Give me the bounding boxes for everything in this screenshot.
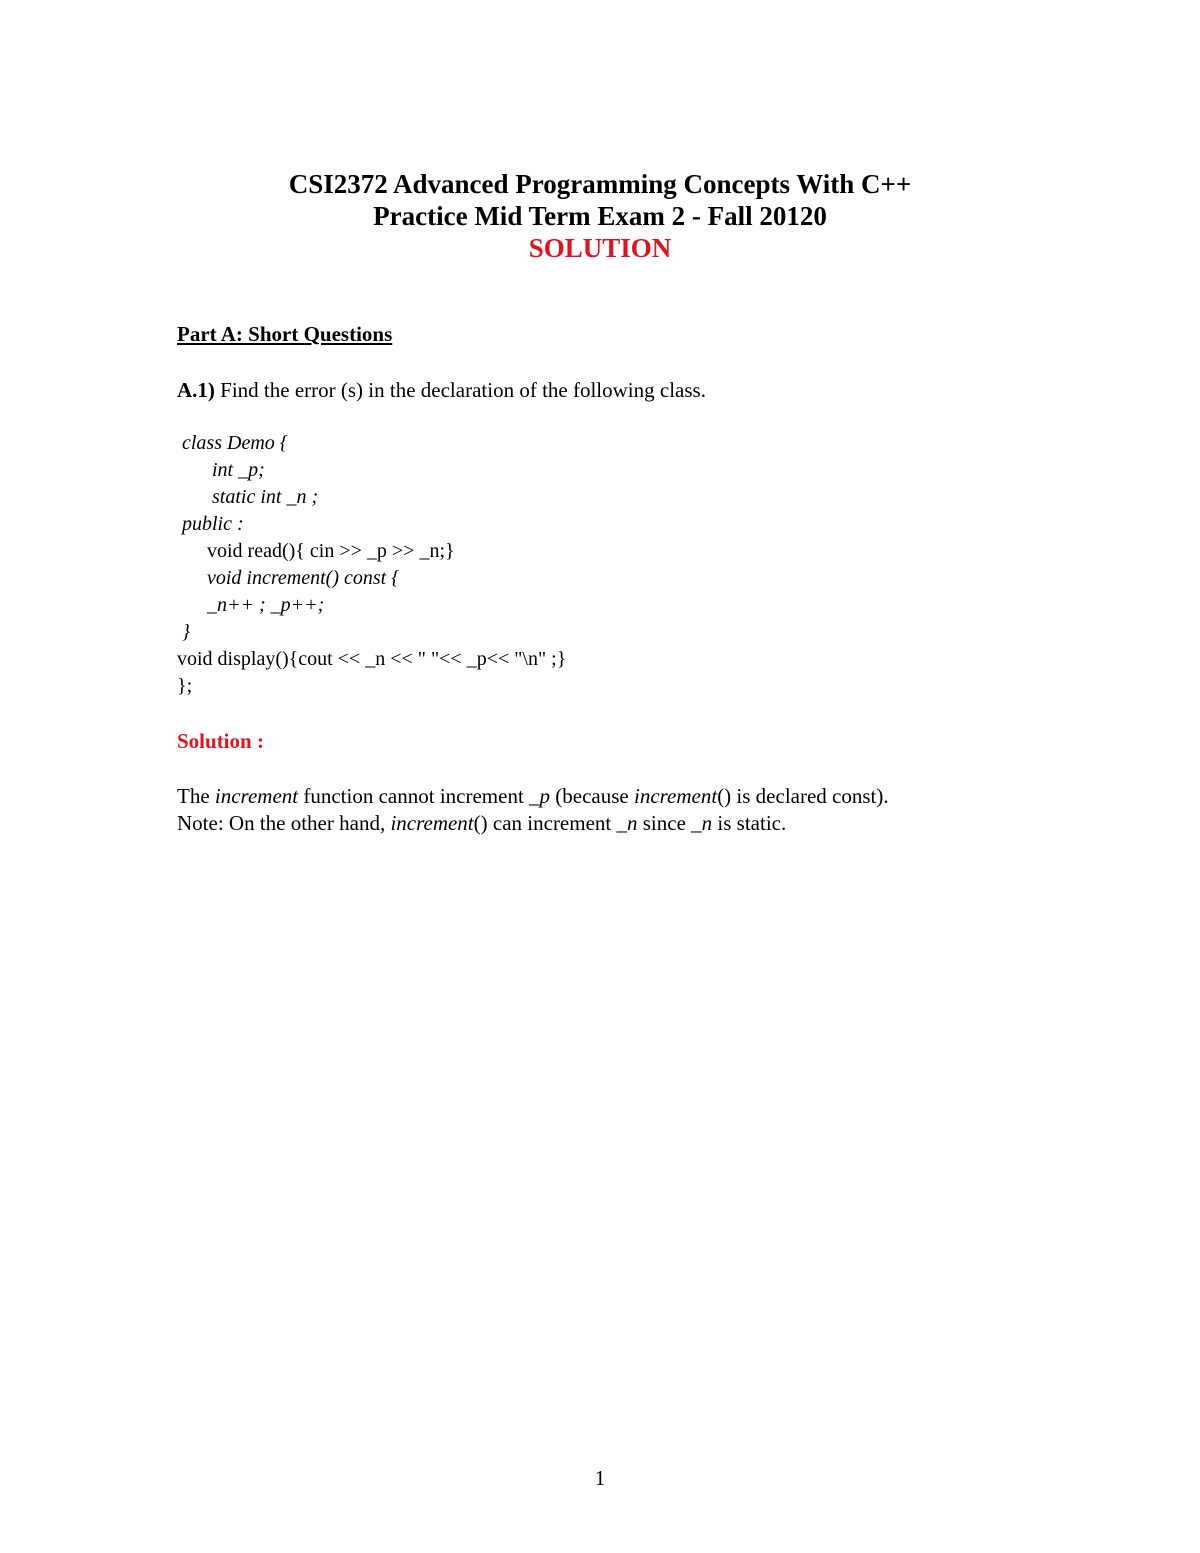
answer-emphasis: _n xyxy=(616,811,638,835)
answer-text: since xyxy=(637,811,692,835)
answer-emphasis: increment xyxy=(390,811,474,835)
answer-emphasis: _n xyxy=(691,811,713,835)
question-a1 xyxy=(177,378,706,403)
answer-text: is static. xyxy=(712,811,787,835)
answer-text: () can increment xyxy=(473,811,617,835)
course-title: CSI2372 Advanced Programming Concepts With C++ xyxy=(288,169,912,199)
code-line: _n++ ; _p++; xyxy=(177,594,325,616)
answer-emphasis: _p xyxy=(529,784,551,808)
code-block xyxy=(177,430,566,700)
answer-emphasis: increment xyxy=(633,784,718,808)
exam-title: Practice Mid Term Exam 2 - Fall 20120 xyxy=(373,201,827,231)
code-line: public : xyxy=(177,513,244,535)
question-number: A.1) xyxy=(177,378,215,402)
solution-label: Solution : xyxy=(177,729,264,753)
question-text: Find the error (s) in the declaration of the following class. xyxy=(214,378,706,402)
answer-text: The xyxy=(177,784,215,808)
code-line: void increment() const { xyxy=(177,567,400,589)
code-line: void read(){ cin >> _p >> _n;} xyxy=(177,540,455,562)
answer-emphasis: increment xyxy=(214,784,299,808)
answer-text: () is declared const). xyxy=(717,784,889,808)
answer-text: (because xyxy=(550,784,634,808)
solution-answer xyxy=(177,783,889,837)
code-line: } xyxy=(177,621,190,643)
document-title-block xyxy=(0,168,1200,264)
page-number: 1 xyxy=(594,1466,606,1490)
code-line: int _p; xyxy=(177,459,265,481)
solution-banner: SOLUTION xyxy=(528,233,672,263)
answer-line-2 xyxy=(177,810,889,837)
code-line: static int _n ; xyxy=(177,486,319,508)
code-line: }; xyxy=(177,675,193,697)
code-line: class Demo { xyxy=(177,432,288,454)
answer-text: function cannot increment xyxy=(298,784,530,808)
answer-text: Note: On the other hand, xyxy=(177,811,391,835)
section-heading-part-a: Part A: Short Questions xyxy=(177,322,393,346)
answer-line-1 xyxy=(177,783,889,810)
code-line: void display(){cout << _n << " "<< _p<< "\n" ;} xyxy=(177,648,567,670)
